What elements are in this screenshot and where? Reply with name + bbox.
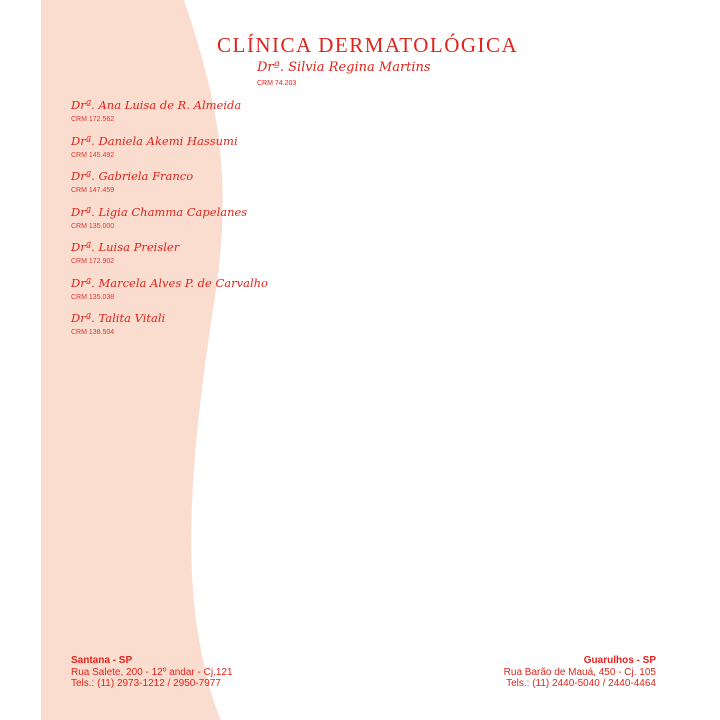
clinic-title: CLÍNICA DERMATOLÓGICA <box>217 33 519 57</box>
address-santana <box>71 655 233 690</box>
doctor-crm: CRM 135.000 <box>71 222 115 230</box>
address-street: Rua Barão de Mauá, 450 - Cj. 105 <box>503 666 656 678</box>
doctor-crm: CRM 172.902 <box>71 258 115 265</box>
doctor-list <box>71 98 268 347</box>
doctor-name: Drª. Luisa Preisler <box>71 240 180 254</box>
doctor-name: Drª. Talita Vitali <box>71 311 166 325</box>
doctor-item <box>71 240 268 276</box>
doctor-item <box>71 311 268 347</box>
doctor-crm: CRM 135.038 <box>71 293 115 301</box>
address-city: Santana - SP <box>71 655 133 666</box>
doctor-item <box>71 169 268 205</box>
address-phones: Tels.: (11) 2973-1212 / 2950-7977 <box>71 678 221 689</box>
address-guarulhos <box>504 655 656 690</box>
doctor-crm: CRM 145.492 <box>71 151 115 159</box>
doctor-name: Drª. Ligia Chamma Capelanes <box>71 204 248 219</box>
doctor-item <box>71 98 268 134</box>
address-city: Guarulhos - SP <box>583 655 656 666</box>
doctor-crm: CRM 172.562 <box>71 116 115 123</box>
letterhead-page <box>41 0 684 720</box>
doctor-crm: CRM 147.459 <box>71 187 115 194</box>
doctor-item <box>71 276 268 312</box>
doctor-name: Drª. Daniela Akemi Hassumi <box>71 133 238 148</box>
doctor-item <box>71 134 268 170</box>
address-phones: Tels.: (11) 2440-5040 / 2440-4464 <box>506 678 656 689</box>
head-doctor-name: Drª. Silvia Regina Martins <box>257 60 431 75</box>
doctor-item <box>71 205 268 241</box>
doctor-name: Drª. Marcela Alves P. de Carvalho <box>71 275 268 290</box>
doctor-name: Drª. Gabriela Franco <box>71 169 194 183</box>
doctor-crm: CRM 138.504 <box>71 329 115 336</box>
doctor-name: Drª. Ana Luisa de R. Almeida <box>71 98 242 112</box>
head-doctor-crm: CRM 74.203 <box>257 80 297 87</box>
address-street: Rua Salete, 200 - 12º andar - Cj.121 <box>71 666 233 678</box>
